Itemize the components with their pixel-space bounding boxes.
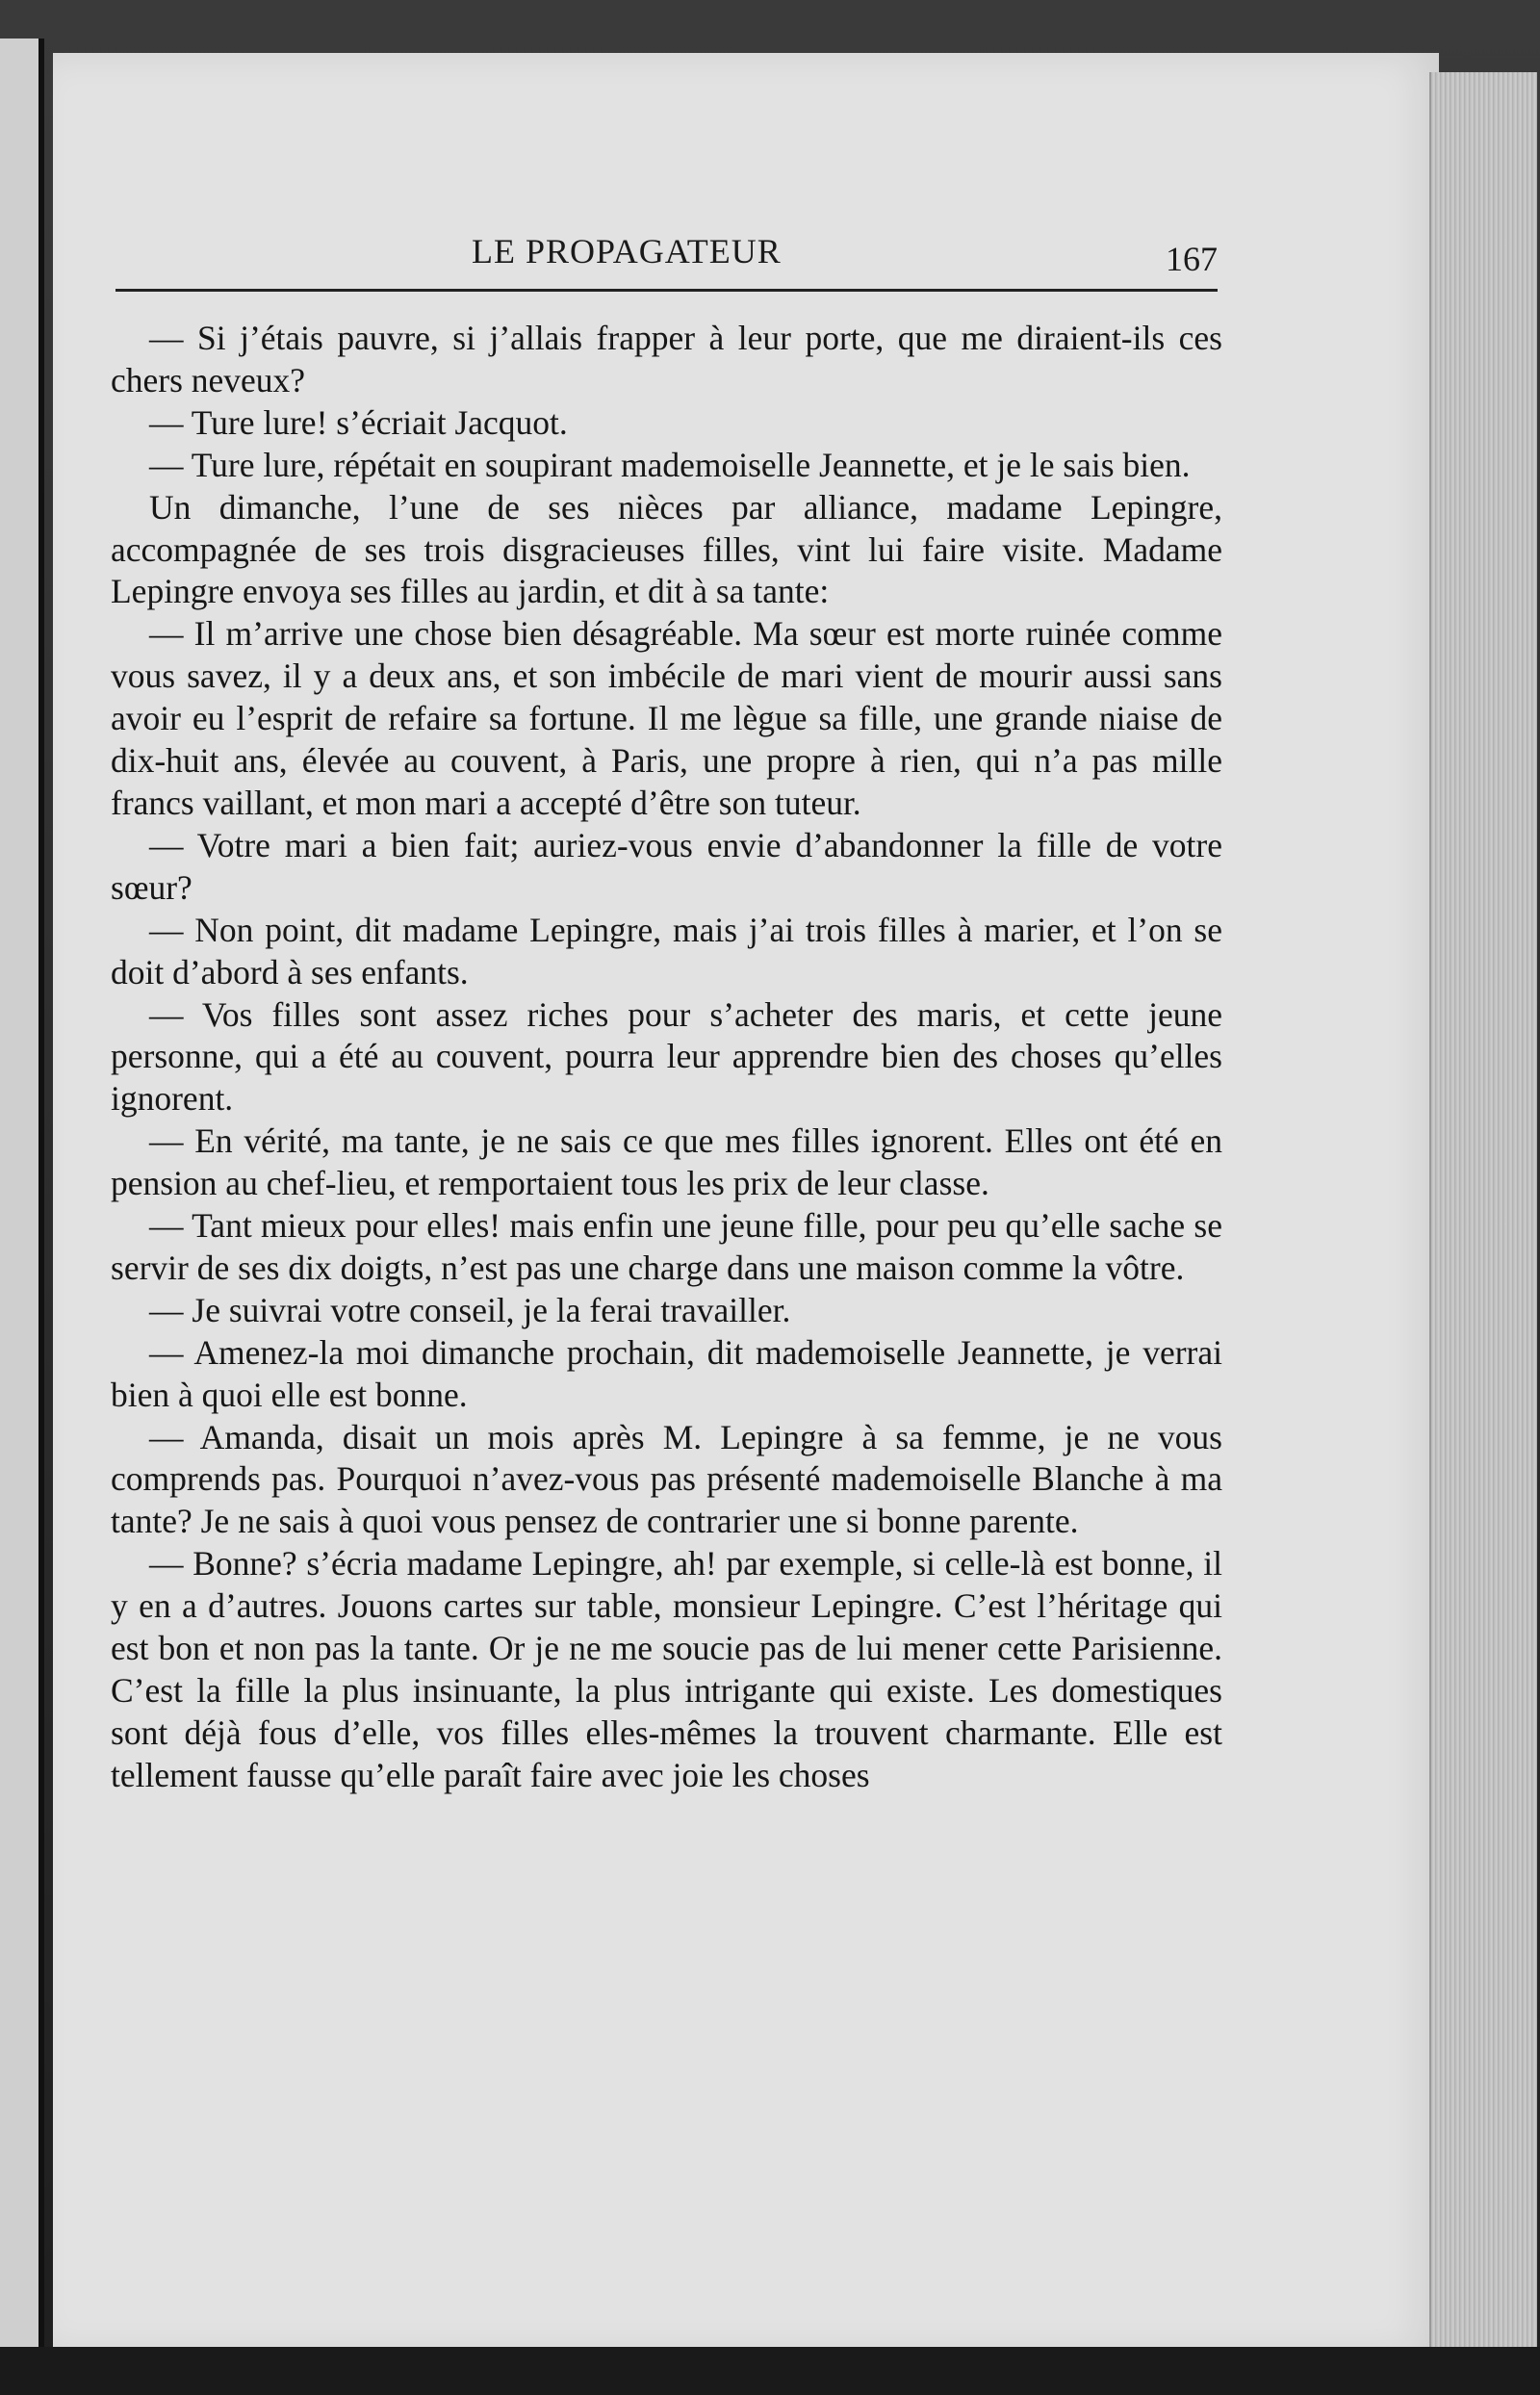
paragraph: — Amanda, disait un mois après M. Lepingre à sa femme, je ne vous comprends pas. Pourquoi n’avez-vous pas présenté mademoiselle Blanche à ma tante? Je ne sais à quoi vous pensez de contrarier une si bonne parente.: [111, 1417, 1222, 1541]
paragraph: — Si j’étais pauvre, si j’allais frapper à leur porte, que me diraient-ils ces chers neveux?: [111, 319, 1222, 399]
paragraph: — Bonne? s’écria madame Lepingre, ah! par exemple, si celle-là est bonne, il y en a d’autres. Jouons cartes sur table, monsieur Lepingre. C’est l’héritage qui est bon et non pas la tante. Or je ne me soucie pas de lui mener cette Parisienne. C’est la fille la plus insinuante, la plus intrigante qui existe. Les domestiques sont déjà fous d’elle, vos filles elles-mêmes la trouvent charmante. Elle est tellement fausse qu’elle paraît faire avec joie les choses: [111, 1544, 1222, 1794]
previous-page-edge: [0, 39, 44, 2395]
paragraph: — Ture lure! s’écriait Jacquot.: [149, 402, 568, 442]
paragraph: — Votre mari a bien fait; auriez-vous envie d’abandonner la fille de votre sœur?: [111, 825, 1222, 907]
page-stack-edge: [1429, 72, 1537, 2363]
paragraph: — En vérité, ma tante, je ne sais ce que mes filles ignorent. Elles ont été en pension au chef-lieu, et remportaient tous les prix de leur classe.: [111, 1121, 1222, 1203]
page-header: [116, 231, 1218, 292]
paragraph: Un dimanche, l’une de ses nièces par alliance, madame Lepingre, accompagnée de ses trois disgracieuses filles, vint lui faire visite. Madame Lepingre envoya ses filles au jardin, et dit à sa tante:: [111, 487, 1222, 611]
paragraph: — Non point, dit madame Lepingre, mais j’ai trois filles à marier, et l’on se doit d’abord à ses enfants.: [111, 910, 1222, 991]
page-number: 167: [1166, 240, 1218, 278]
paragraph: — Il m’arrive une chose bien désagréable. Ma sœur est morte ruinée comme vous savez, il y a deux ans, et son imbécile de mari vient de mourir aussi sans avoir eu l’esprit de refaire sa fortune. Il me lègue sa fille, une grande niaise de dix-huit ans, élevée au couvent, à Paris, une propre à rien, qui n’a pas mille francs vaillant, et mon mari a accepté d’être son tuteur.: [111, 614, 1222, 822]
paragraph: — Amenez-la moi dimanche prochain, dit mademoiselle Jeannette, je verrai bien à quoi elle est bonne.: [111, 1332, 1222, 1414]
bottom-shadow: [0, 2347, 1540, 2395]
paragraph: — Tant mieux pour elles! mais enfin une jeune fille, pour peu qu’elle sache se servir de ses dix doigts, n’est pas une charge dans une maison comme la vôtre.: [111, 1206, 1222, 1287]
body-text: [111, 318, 1222, 2176]
paragraph: — Vos filles sont assez riches pour s’acheter des maris, et cette jeune personne, qui a été au couvent, pourra leur apprendre bien des choses qu’elles ignorent.: [111, 994, 1222, 1119]
running-title: LE PROPAGATEUR: [472, 232, 782, 270]
paragraph: — Ture lure, répétait en soupirant mademoiselle Jeannette, et je le sais bien.: [149, 445, 1191, 484]
paragraph: — Je suivrai votre conseil, je la ferai travailler.: [149, 1290, 791, 1329]
